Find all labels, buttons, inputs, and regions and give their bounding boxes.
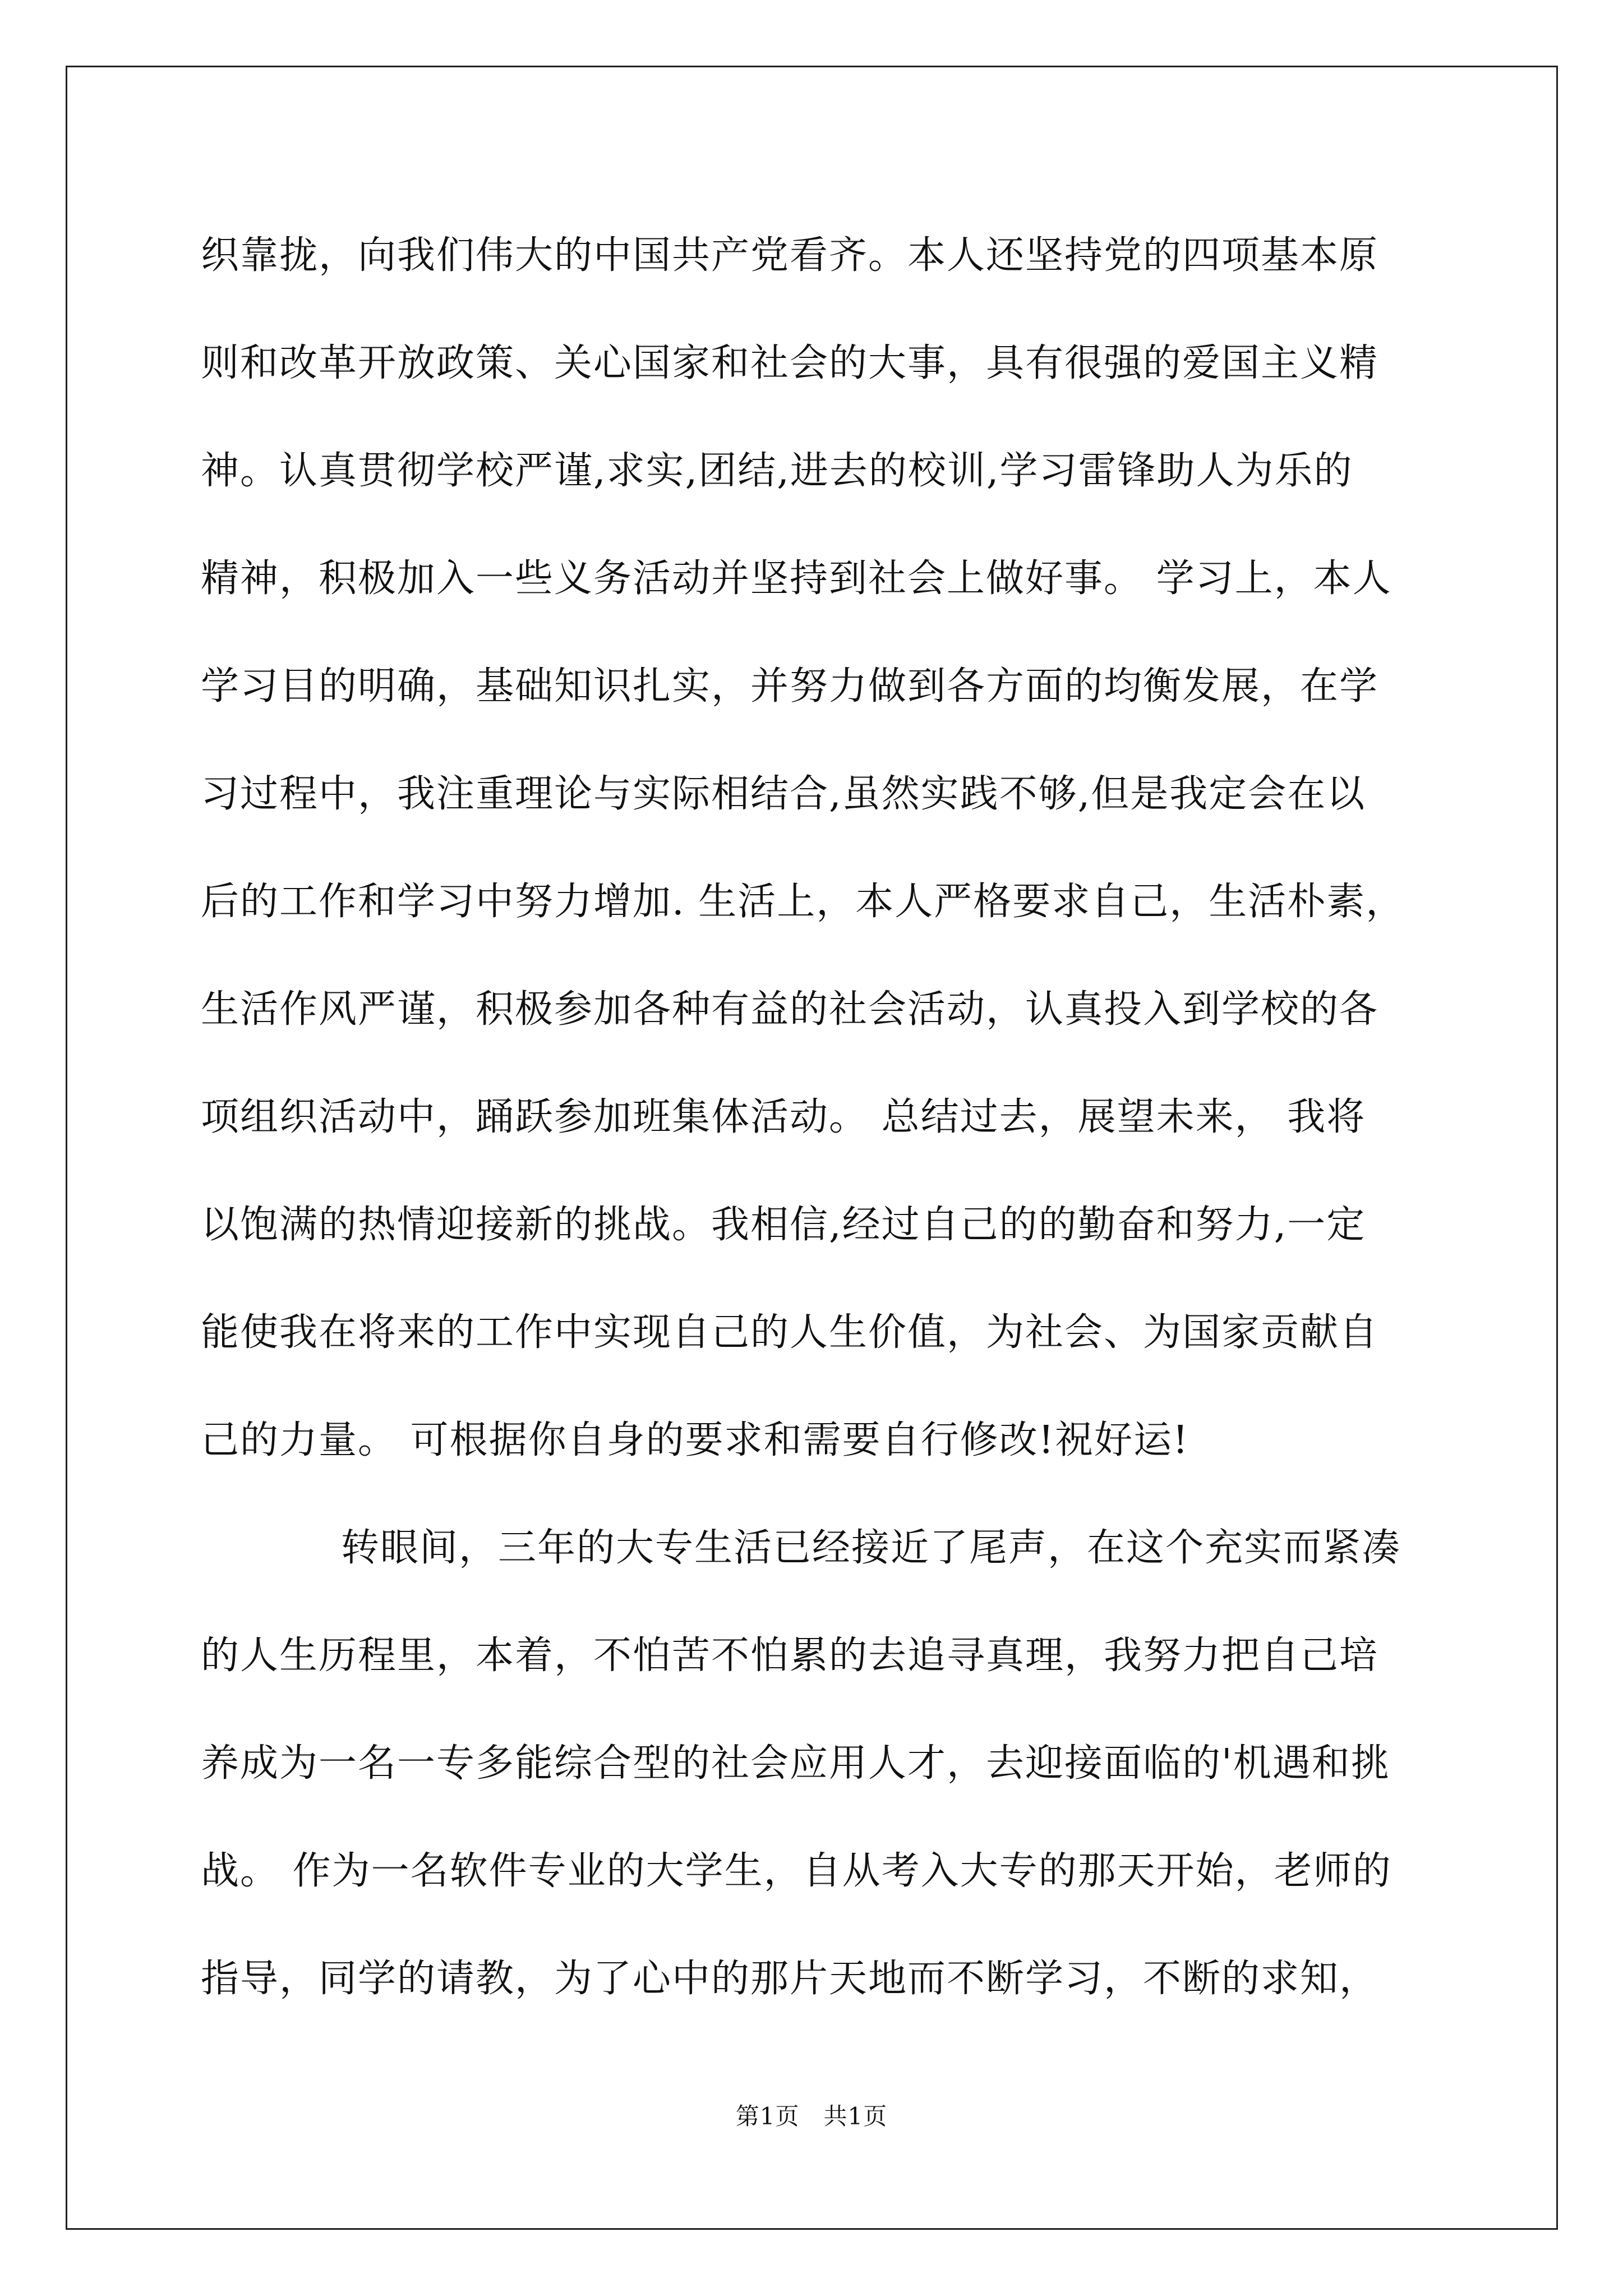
text-line: 己的力量。 可根据你自身的要求和需要自行修改!祝好运! — [201, 1418, 1189, 1462]
text-line: 养成为一名一专多能综合型的社会应用人才，去迎接面临的'机遇和挑 — [201, 1741, 1390, 1786]
text-line: 神。认真贯彻学校严谨,求实,团结,进去的校训,学习雷锋助人为乐的 — [201, 449, 1353, 493]
document-body — [201, 202, 1423, 2033]
paragraph-first-line: 转眼间，三年的大专生活已经接近了尾声，在这个充实而紧凑 — [341, 1526, 1401, 1570]
text-line: 战。 作为一名软件专业的大学生，自从考入大专的那天开始，老师的 — [201, 1849, 1392, 1893]
text-line: 生活作风严谨，积极参加各种有益的社会活动，认真投入到学校的各 — [201, 987, 1379, 1032]
text-line: 项组织活动中，踊跃参加班集体活动。 总结过去，展望未来， 我将 — [201, 1095, 1366, 1139]
text-line: 的人生历程里，本着，不怕苦不怕累的去追寻真理，我努力把自己培 — [201, 1634, 1379, 1678]
text-line: 则和改革开放政策、关心国家和社会的大事，具有很强的爱国主义精 — [201, 341, 1379, 385]
text-line: 习过程中，我注重理论与实际相结合,虽然实践不够,但是我定会在以 — [201, 772, 1366, 816]
page-number-footer: 第1页 共1页 — [735, 2102, 888, 2130]
text-line: 能使我在将来的工作中实现自己的人生价值，为社会、为国家贡献自 — [201, 1310, 1379, 1355]
text-line: 后的工作和学习中努力增加. 生活上，本人严格要求自己，生活朴素， — [201, 880, 1405, 924]
text-line: 学习目的明确，基础知识扎实，并努力做到各方面的均衡发展，在学 — [201, 664, 1379, 708]
text-line: 指导，同学的请教，为了心中的那片天地而不断学习，不断的求知， — [201, 1957, 1379, 2001]
text-line: 以饱满的热情迎接新的挑战。我相信,经过自己的的勤奋和努力,一定 — [201, 1203, 1366, 1247]
text-line: 精神，积极加入一些义务活动并坚持到社会上做好事。 学习上，本人 — [201, 556, 1392, 601]
text-line: 织靠拢，向我们伟大的中国共产党看齐。本人还坚持党的四项基本原 — [201, 233, 1379, 278]
